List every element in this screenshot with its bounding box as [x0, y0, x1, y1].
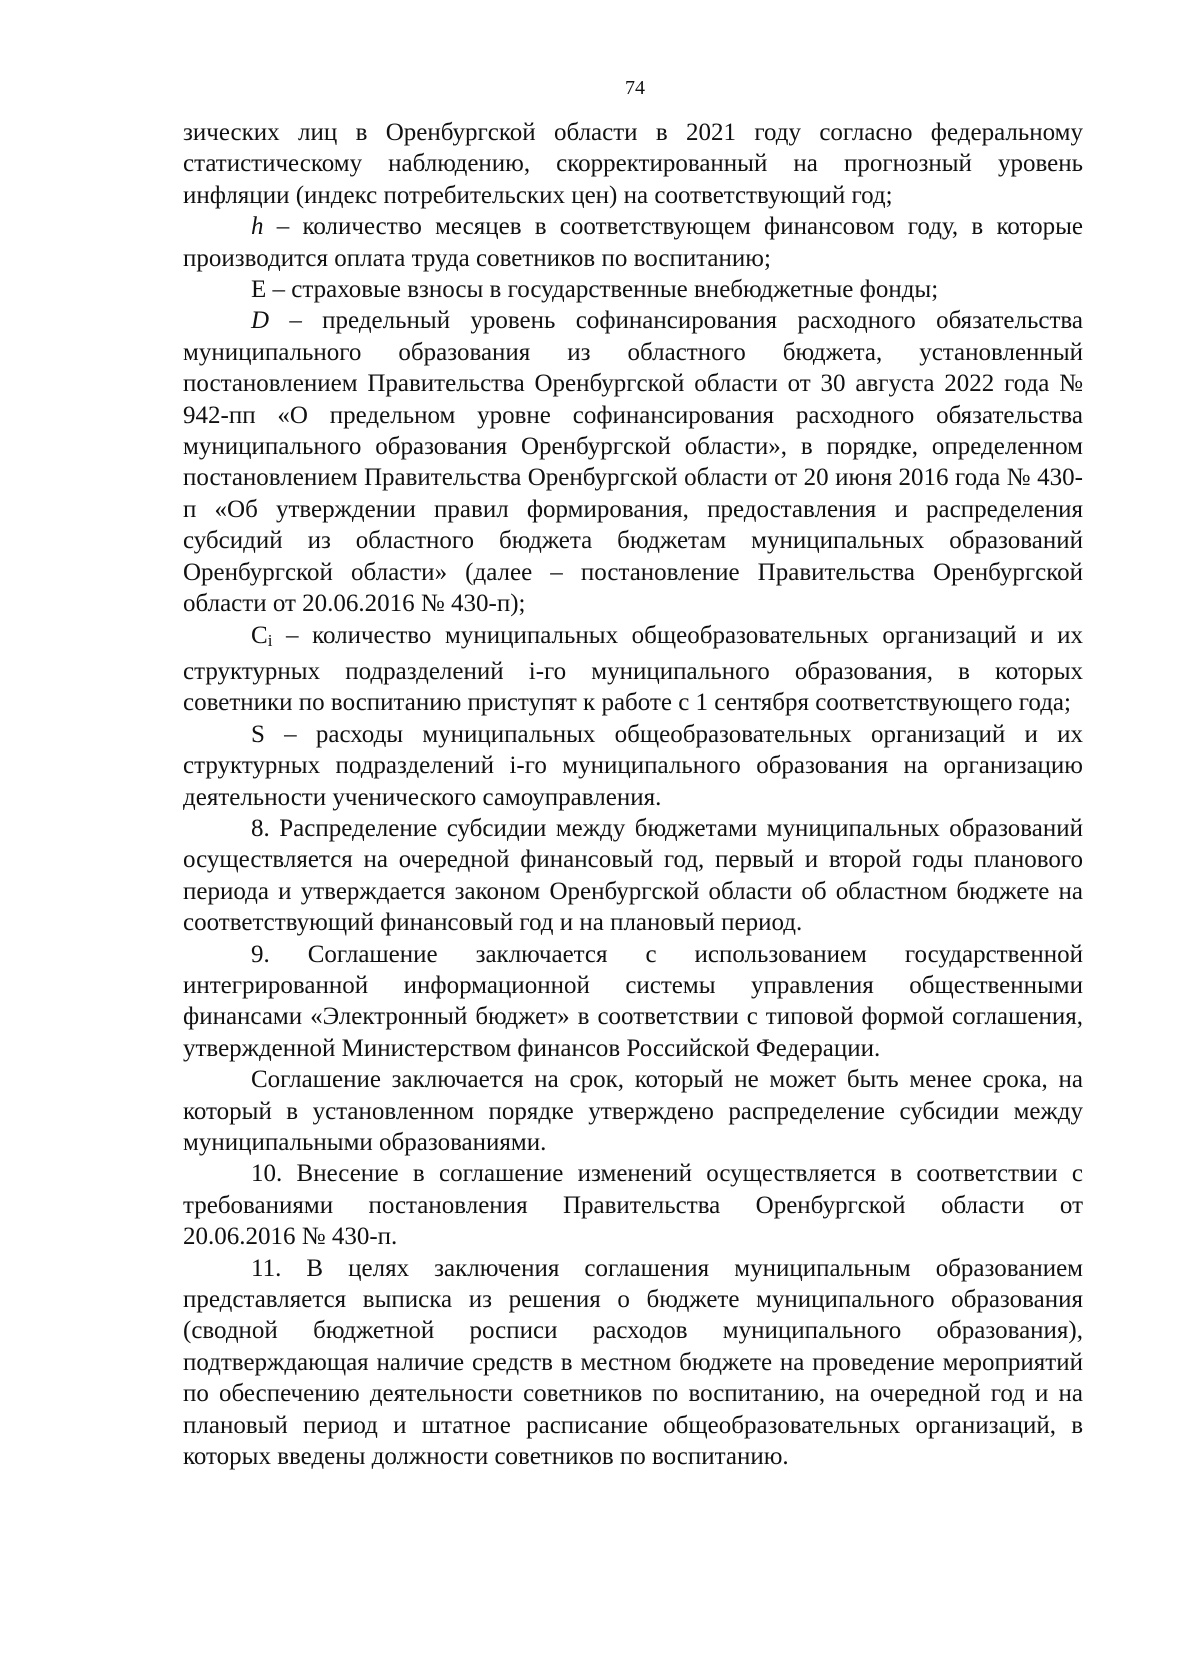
- paragraph-text: 9. Соглашение заключается с использованием государственной интегрированной информационной системы управления общественными финансами «Электронный бюджет» в соответствии с типовой формой соглашения, утвержденной Министерством финансов Российской Федерации.: [183, 940, 1083, 1062]
- paragraph-text: Соглашение заключается на срок, который не может быть менее срока, на который в установленном порядке утверждено распределение субсидии между муниципальными образованиями.: [183, 1066, 1083, 1156]
- variable-symbol: h: [251, 213, 264, 241]
- paragraph-item-8: [183, 813, 1083, 939]
- paragraph-text: Е – страховые взносы в государственные внебюджетные фонды;: [251, 276, 939, 304]
- paragraph-text: 10. Внесение в соглашение изменений осуществляется в соответствии с требованиями постановления Правительства Оренбургской области от: [183, 1160, 1083, 1219]
- variable-symbol: C: [251, 621, 268, 649]
- paragraph-item-10: [183, 1158, 1083, 1221]
- paragraph-text: зических лиц в Оренбургской области в 2021 году согласно федеральному статистическому наблюдению, скорректированный на прогнозный уровень инфляции (индекс потребительских цен) на соответствующий год;: [183, 119, 1083, 209]
- paragraph-text: – количество муниципальных общеобразовательных организаций и их структурных подразделений i-го муниципального образования, в которых советники по воспитанию приступят к работе с 1 сентября соответствующего года;: [183, 621, 1083, 717]
- paragraph-text: 20.06.2016 № 430-п.: [183, 1223, 398, 1251]
- paragraph-item-10-end: [183, 1221, 1083, 1252]
- paragraph-variable-e: [183, 274, 1083, 305]
- page-number: 74: [625, 77, 645, 99]
- paragraph-text: – предельный уровень софинансирования расходного обязательства муниципального образования из областного бюджета, установленный постановлением Правительства Оренбургской области от 30 августа 2022 года № 942-пп «О предельном уровне софинансирования расходного обязательства муниципального образования Оренбургской области», в порядке, определенном постановлением Правительства Оренбургской области от 20 июня 2016 года № 430-п «Об утверждении правил формирования, предоставления и распределения субсидий из областного бюджета бюджетам муниципальных образований Оренбургской области» (далее – постановление Правительства Оренбургской области от 20.06.2016 № 430-п);: [183, 307, 1083, 618]
- paragraph-variable-d: [183, 305, 1083, 619]
- variable-symbol: D: [251, 307, 270, 335]
- variable-subscript: i: [267, 630, 273, 650]
- paragraph-text: – количество месяцев в соответствующем финансовом году, в которые производится оплата труда советников по воспитанию;: [183, 213, 1083, 272]
- paragraph-item-9: [183, 939, 1083, 1065]
- paragraph-variable-c: [183, 620, 1083, 719]
- paragraph-text: 11. В целях заключения соглашения муниципальным образованием представляется выписка из решения о бюджете муниципального образования (сводной бюджетной росписи расходов муниципального образования), подтверждающая наличие средств в местном бюджете на проведение мероприятий по обеспечению деятельности советников по воспитанию, на очередной год и на плановый период и штатное расписание общеобразовательных организаций, в которых введены должности советников по воспитанию.: [183, 1254, 1083, 1471]
- paragraph-variable-h: [183, 211, 1083, 274]
- paragraph-variable-s: [183, 719, 1083, 813]
- paragraph-item-11: [183, 1253, 1083, 1473]
- paragraph-continuation: [183, 117, 1083, 211]
- paragraph-text: 8. Распределение субсидии между бюджетами муниципальных образований осуществляется на очередной финансовый год, первый и второй годы планового периода и утверждается законом Оренбургской области об областном бюджете на соответствующий финансовый год и на плановый период.: [183, 814, 1083, 937]
- paragraph-agreement-term: [183, 1064, 1083, 1158]
- paragraph-text: S – расходы муниципальных общеобразовательных организаций и их структурных подразделений i-го муниципального образования на организацию деятельности ученического самоуправления.: [183, 720, 1083, 811]
- document-body: [183, 117, 1083, 1472]
